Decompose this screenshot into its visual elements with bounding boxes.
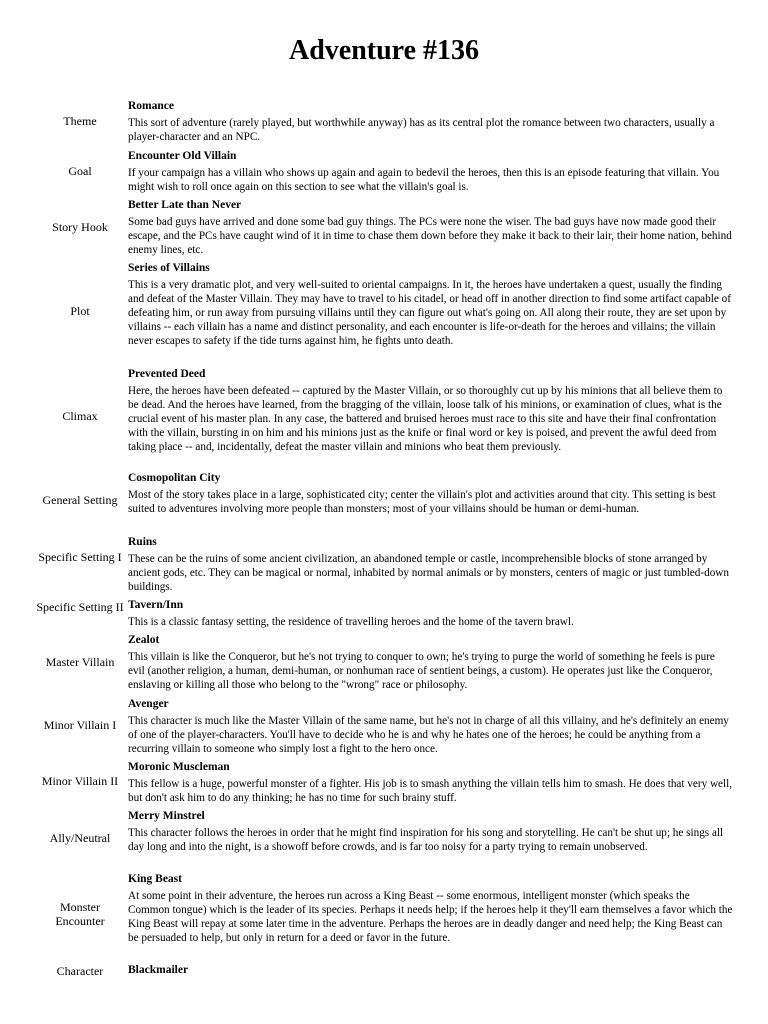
section-label: Minor Villain II: [41, 774, 119, 788]
section-label: Ally/Neutral: [49, 831, 111, 845]
section-text: At some point in their adventure, the heroes run across a King Beast -- some enormous, intelligent monster (which speaks the Common tongue) which is the leader of its species. Perhaps it needs help; if the heroes help it they'll earn themselves a favor which the King Beast will repay at some later time in the adventure. Perhaps the heroes are in deadly danger and need help; the King Beast can be persuaded to help, but only in return for a deed or favor in the future.: [128, 890, 733, 944]
section-text: Most of the story takes place in a large, sophisticated city; center the villain's plot and activities around that city. This setting is best suited to adventures involving more people than monsters; most of your villains should be human or demi-human.: [128, 489, 716, 515]
section-label: Plot: [70, 304, 90, 318]
section-label: General Setting: [42, 493, 118, 507]
section-text: This is a very dramatic plot, and very well-suited to oriental campaigns. In it, the heroes have undertaken a quest, usually the finding and defeat of the Master Villain. They may have to travel to his citadel, or head off in another direction to find some artifact capable of defeating him, or run away from pursuing villains until they can figure out what's going on. All along their route, they are set upon by villains -- each villain has a name and distinct personality, and each encounter is life-or-death for the heroes and villains; the villain never escapes to safety if the tide turns against him, he fights unto death.: [128, 279, 731, 347]
section-title: King Beast: [128, 873, 182, 885]
section-text: This is a classic fantasy setting, the residence of travelling heroes and the home of the tavern brawl.: [128, 616, 574, 628]
section-label: Story Hook: [52, 220, 108, 234]
section-title: Series of Villains: [128, 262, 210, 274]
section-title: Blackmailer: [128, 964, 189, 976]
section-text: This fellow is a huge, powerful monster of a fighter. His job is to smash anything the villain tells him to smash. He does that very well, but don't ask him to do any thinking; he has no time for such brainy stuff.: [128, 778, 733, 804]
section-title: Zealot: [128, 634, 160, 646]
section-label: Master Villain: [45, 655, 115, 669]
section-title: Romance: [128, 100, 174, 112]
section-text: This villain is like the Conqueror, but he's not trying to conquer to own; he's trying to purge the world of something he feels is pure evil (another religion, a human, demi-human, or nonhuman race of sentient beings, a custom). He operates just like the Conqueror, enslaving or killing all those who belong to the "wrong" race or philosophy.: [128, 651, 715, 691]
section-text: Here, the heroes have been defeated -- captured by the Master Villain, or so thoroughly cut up by his minions that all believe them to be dead. And the heroes have learned, from the bragging of the villain, loose talk of his minions, or examination of clues, what is the crucial event of his master plan. In any case, the battered and bruised heroes must race to this site and have their final confrontation with the villain, bursting in on him and his minions just as the knife or final word or key is poised, and prevent the awful deed from taking place -- and, incidentally, defeat the master villain and minions who beat them previously.: [128, 385, 723, 453]
section-title: Ruins: [128, 536, 157, 548]
section-title: Avenger: [128, 698, 169, 710]
section-label: Goal: [68, 164, 92, 178]
section-text: This sort of adventure (rarely played, but worthwhile anyway) has as its central plot the romance between two characters, usually a player-character and an NPC.: [128, 117, 715, 143]
section-text: These can be the ruins of some ancient civilization, an abandoned temple or castle, incomprehensible blocks of stone arranged by ancient gods, etc. They can be magical or normal, inhabited by normal animals or by monsters, centers of magic or just tumbled-down buildings.: [128, 553, 729, 593]
page-title: Adventure #136: [288, 35, 480, 66]
section-label: Specific Setting I: [38, 550, 122, 564]
section-label: Climax: [62, 409, 98, 423]
section-label: Specific Setting II: [36, 600, 124, 614]
section-label: Character: [56, 964, 104, 978]
section-label: Minor Villain I: [43, 718, 117, 732]
section-title: Encounter Old Villain: [128, 150, 237, 162]
section-label: Monster Encounter: [55, 900, 105, 928]
section-text: Some bad guys have arrived and done some bad guy things. The PCs were none the wiser. The bad guys have now made good their escape, and the PCs have caught wind of it in time to chase them down before they make it back to their lair, their home nation, behind enemy lines, etc.: [128, 216, 732, 256]
section-text: This character is much like the Master Villain of the same name, but he's not in charge of all this villainy, and he's definitely an enemy of one of the player-characters. You'll have to decide who he is and why he hates one of the heroes; he could be anything from a recurring villain to someone who simply lost a fight to the hero once.: [128, 715, 729, 755]
section-label: Theme: [63, 114, 97, 128]
section-text: This character follows the heroes in order that he might find inspiration for his song and storytelling. He can't be shut up; he sings all day long and into the night, is a showoff before crowds, and is far too noisy for a party trying to remain unobserved.: [128, 827, 724, 853]
section-title: Moronic Muscleman: [128, 761, 230, 773]
section-title: Better Late than Never: [128, 199, 242, 211]
section-title: Merry Minstrel: [128, 810, 205, 822]
section-title: Tavern/Inn: [128, 599, 184, 611]
section-title: Cosmopolitan City: [128, 472, 221, 484]
section-text: If your campaign has a villain who shows up again and again to bedevil the heroes, then this is an episode featuring that villain. You might wish to roll once again on this section to see what the villain's goal is.: [128, 167, 720, 193]
section-title: Prevented Deed: [128, 368, 206, 380]
